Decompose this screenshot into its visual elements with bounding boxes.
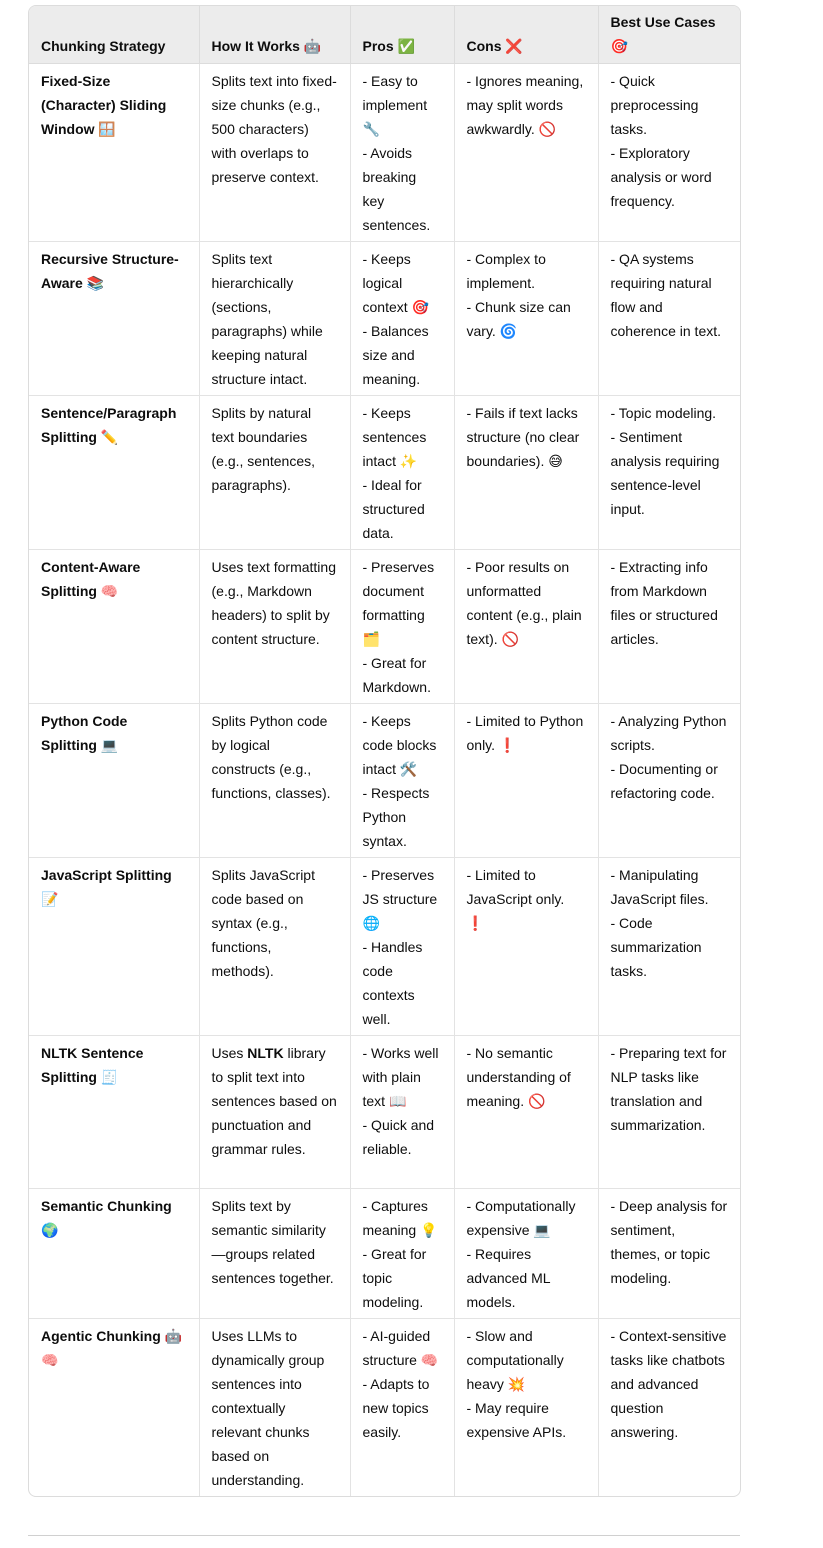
header-pros: Pros ✅ xyxy=(350,6,454,64)
header-cons: Cons ❌ xyxy=(454,6,598,64)
how-text-rest: library to split text into sentences based on punctuation and grammar rules. xyxy=(211,1045,337,1157)
how-it-works-cell xyxy=(199,1189,350,1319)
pro-item: - Balances size and meaning. xyxy=(362,323,429,387)
how-text: Splits Python code by logical constructs (e.g., functions, classes). xyxy=(211,713,331,801)
horizontal-divider xyxy=(28,1535,740,1536)
how-it-works-cell xyxy=(199,704,350,858)
pro-item: - Works well with plain text 📖 xyxy=(362,1045,439,1109)
use-case-item: - Deep analysis for sentiment, themes, or topic modeling. xyxy=(610,1198,728,1286)
strategy-name: Agentic Chunking 🤖 🧠 xyxy=(29,1319,199,1497)
how-text: Splits text by semantic similarity—groups related sentences together. xyxy=(211,1198,334,1286)
header-strategy: Chunking Strategy xyxy=(29,6,199,64)
how-it-works-cell xyxy=(199,1319,350,1497)
pro-item: - Respects Python syntax. xyxy=(362,785,430,849)
strategy-name: Python Code Splitting 💻 xyxy=(29,704,199,858)
pros-cell xyxy=(350,858,454,1036)
pros-cell xyxy=(350,396,454,550)
use-case-item: - Exploratory analysis or word frequency. xyxy=(610,145,712,209)
con-item: - Requires advanced ML models. xyxy=(466,1246,551,1310)
table-row xyxy=(29,858,740,1036)
use-case-item: - Preparing text for NLP tasks like translation and summarization. xyxy=(610,1045,727,1133)
con-item: - Ignores meaning, may split words awkwardly. 🚫 xyxy=(466,73,584,137)
table-row xyxy=(29,550,740,704)
con-item: - Computationally expensive 💻 xyxy=(466,1198,576,1238)
strategy-name: Sentence/Paragraph Splitting ✏️ xyxy=(29,396,199,550)
cons-cell xyxy=(454,704,598,858)
pro-item: - Great for topic modeling. xyxy=(362,1246,427,1310)
pro-item: - Great for Markdown. xyxy=(362,655,431,695)
cons-cell xyxy=(454,1319,598,1497)
table-row xyxy=(29,704,740,858)
how-text: Uses LLMs to dynamically group sentences into contextually relevant chunks based on understanding. xyxy=(211,1328,325,1488)
use-case-item: - Extracting info from Markdown files or structured articles. xyxy=(610,559,718,647)
cons-cell xyxy=(454,1036,598,1189)
con-item: - Limited to Python only. ❗ xyxy=(466,713,584,753)
pros-cell xyxy=(350,1319,454,1497)
con-item: - May require expensive APIs. xyxy=(466,1400,567,1440)
con-item: - Chunk size can vary. 🌀 xyxy=(466,299,571,339)
use-case-item: - Context-sensitive tasks like chatbots and advanced question answering. xyxy=(610,1328,727,1440)
use-case-item: - Code summarization tasks. xyxy=(610,915,702,979)
table-row xyxy=(29,1036,740,1189)
how-it-works-cell xyxy=(199,550,350,704)
pro-item: - Preserves JS structure 🌐 xyxy=(362,867,438,931)
how-text: Uses text formatting (e.g., Markdown headers) to split by content structure. xyxy=(211,559,336,647)
how-it-works-cell xyxy=(199,1036,350,1189)
use-case-item: - Topic modeling. xyxy=(610,405,717,421)
strategy-name: Content-Aware Splitting 🧠 xyxy=(29,550,199,704)
chunking-strategies-table xyxy=(29,6,740,1496)
how-it-works-cell xyxy=(199,64,350,242)
cons-cell xyxy=(454,64,598,242)
how-it-works-cell xyxy=(199,242,350,396)
pro-item: - Preserves document formatting 🗂️ xyxy=(362,559,435,647)
use-cases-cell xyxy=(598,858,740,1036)
use-cases-cell xyxy=(598,396,740,550)
chunking-strategies-table-container xyxy=(28,5,741,1497)
how-it-works-cell xyxy=(199,396,350,550)
strategy-name: Recursive Structure-Aware 📚 xyxy=(29,242,199,396)
con-item: - Fails if text lacks structure (no clear boundaries). 😅 xyxy=(466,405,580,469)
pros-cell xyxy=(350,704,454,858)
pro-item: - Ideal for structured data. xyxy=(362,477,425,541)
how-text: Splits JavaScript code based on syntax (e.g., functions, methods). xyxy=(211,867,315,979)
how-text-bold: NLTK xyxy=(247,1045,284,1061)
con-item: - No semantic understanding of meaning. 🚫 xyxy=(466,1045,571,1109)
use-cases-cell xyxy=(598,242,740,396)
cons-cell xyxy=(454,550,598,704)
cons-cell xyxy=(454,1189,598,1319)
strategy-name: Fixed-Size (Character) Sliding Window 🪟 xyxy=(29,64,199,242)
how-text: Splits by natural text boundaries (e.g., sentences, paragraphs). xyxy=(211,405,316,493)
use-case-item: - Analyzing Python scripts. xyxy=(610,713,727,753)
pro-item: - Adapts to new topics easily. xyxy=(362,1376,430,1440)
pro-item: - Keeps logical context 🎯 xyxy=(362,251,429,315)
how-text: Splits text hierarchically (sections, paragraphs) while keeping natural structure intact. xyxy=(211,251,323,387)
use-case-item: - Manipulating JavaScript files. xyxy=(610,867,709,907)
use-cases-cell xyxy=(598,550,740,704)
use-cases-cell xyxy=(598,1189,740,1319)
how-text: Uses xyxy=(211,1045,248,1061)
how-text: Splits text into fixed-size chunks (e.g., 500 characters) with overlaps to preserve context. xyxy=(211,73,337,185)
use-case-item: - Documenting or refactoring code. xyxy=(610,761,718,801)
strategy-name: NLTK Sentence Splitting 🧾 xyxy=(29,1036,199,1189)
pro-item: - Captures meaning 💡 xyxy=(362,1198,438,1238)
table-row xyxy=(29,64,740,242)
table-row xyxy=(29,1319,740,1497)
pro-item: - Avoids breaking key sentences. xyxy=(362,145,431,233)
table-row xyxy=(29,396,740,550)
use-case-item: - Sentiment analysis requiring sentence-level input. xyxy=(610,429,720,517)
table-row xyxy=(29,1189,740,1319)
use-case-item: - Quick preprocessing tasks. xyxy=(610,73,699,137)
use-cases-cell xyxy=(598,1036,740,1189)
pro-item: - Keeps sentences intact ✨ xyxy=(362,405,427,469)
cons-cell xyxy=(454,396,598,550)
how-it-works-cell xyxy=(199,858,350,1036)
pro-item: - AI-guided structure 🧠 xyxy=(362,1328,439,1368)
use-cases-cell xyxy=(598,1319,740,1497)
pro-item: - Quick and reliable. xyxy=(362,1117,435,1157)
header-row xyxy=(29,6,740,64)
header-how-it-works: How It Works 🤖 xyxy=(199,6,350,64)
con-item: - Complex to implement. xyxy=(466,251,546,291)
con-item: - Limited to JavaScript only. ❗ xyxy=(466,867,565,931)
strategy-name: JavaScript Splitting 📝 xyxy=(29,858,199,1036)
con-item: - Poor results on unformatted content (e.g., plain text). 🚫 xyxy=(466,559,582,647)
cons-cell xyxy=(454,242,598,396)
header-use-cases: Best Use Cases 🎯 xyxy=(598,6,740,64)
pros-cell xyxy=(350,242,454,396)
con-item: - Slow and computationally heavy 💥 xyxy=(466,1328,564,1392)
pros-cell xyxy=(350,64,454,242)
use-cases-cell xyxy=(598,704,740,858)
use-case-item: - QA systems requiring natural flow and coherence in text. xyxy=(610,251,722,339)
pros-cell xyxy=(350,550,454,704)
use-cases-cell xyxy=(598,64,740,242)
cons-cell xyxy=(454,858,598,1036)
pros-cell xyxy=(350,1189,454,1319)
pro-item: - Handles code contexts well. xyxy=(362,939,423,1027)
strategy-name: Semantic Chunking 🌍 xyxy=(29,1189,199,1319)
table-row xyxy=(29,242,740,396)
pro-item: - Keeps code blocks intact 🛠️ xyxy=(362,713,437,777)
pro-item: - Easy to implement 🔧 xyxy=(362,73,428,137)
pros-cell xyxy=(350,1036,454,1189)
